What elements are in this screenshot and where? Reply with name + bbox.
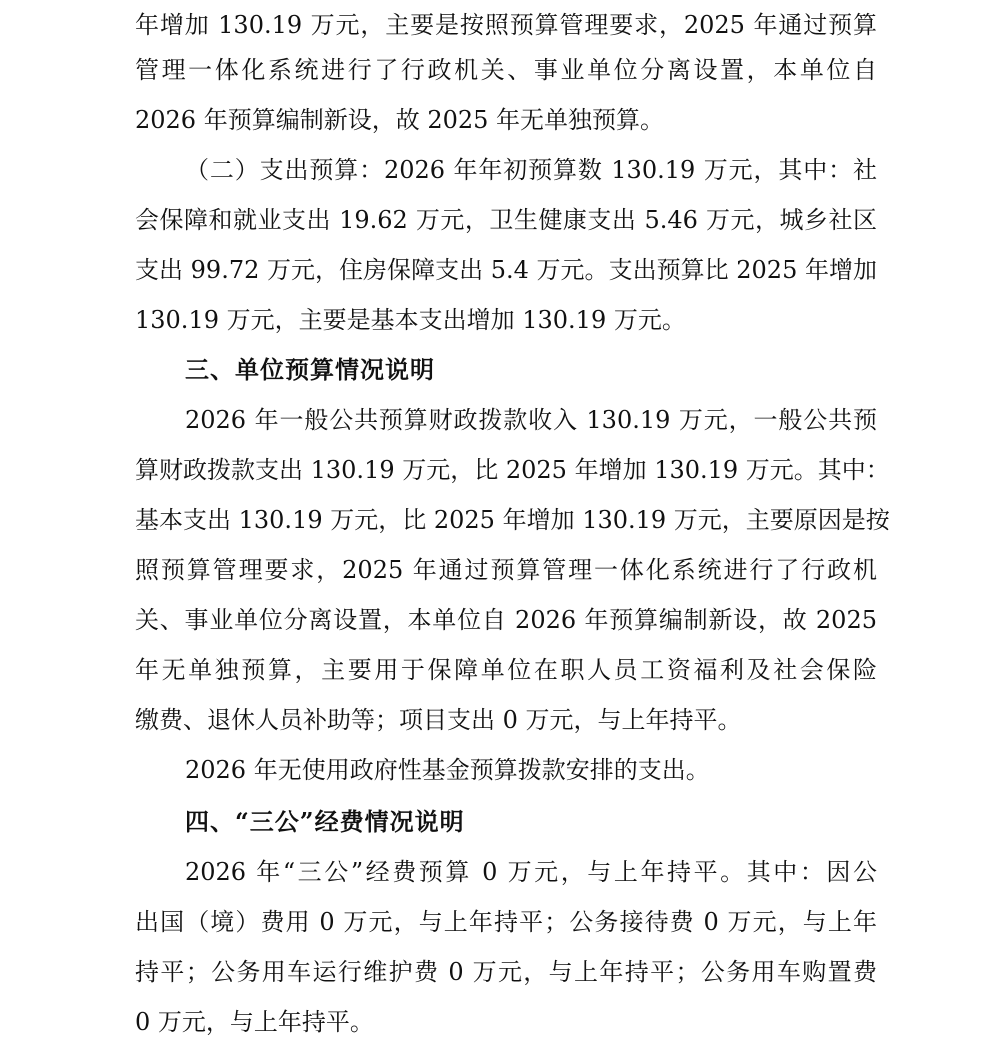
body-text-line: 2026 年“三公”经费预算 0 万元，与上年持平。其中：因公 bbox=[185, 858, 877, 886]
body-text-line: 关、事业单位分离设置，本单位自 2026 年预算编制新设，故 2025 bbox=[135, 606, 877, 634]
section-heading: 三、单位预算情况说明 bbox=[185, 355, 435, 384]
body-text-line: 出国（境）费用 0 万元，与上年持平；公务接待费 0 万元，与上年 bbox=[135, 908, 877, 936]
section-heading: 四、“三公”经费情况说明 bbox=[185, 807, 465, 836]
body-text-line: 缴费、退休人员补助等；项目支出 0 万元，与上年持平。 bbox=[135, 706, 742, 734]
section-subheading-line: （二）支出预算：2026 年年初预算数 130.19 万元，其中：社 bbox=[185, 156, 877, 184]
body-text-line: 照预算管理要求，2025 年通过预算管理一体化系统进行了行政机 bbox=[135, 556, 877, 584]
body-text-line: 130.19 万元，主要是基本支出增加 130.19 万元。 bbox=[135, 306, 686, 334]
body-text-line: 2026 年无使用政府性基金预算拨款安排的支出。 bbox=[185, 756, 710, 784]
body-text-line: 支出 99.72 万元，住房保障支出 5.4 万元。支出预算比 2025 年增加 bbox=[135, 256, 877, 284]
body-text-line: 2026 年一般公共预算财政拨款收入 130.19 万元，一般公共预 bbox=[185, 406, 877, 434]
body-text-line: 算财政拨款支出 130.19 万元，比 2025 年增加 130.19 万元。其中： bbox=[135, 456, 890, 484]
body-text-line: 年增加 130.19 万元，主要是按照预算管理要求，2025 年通过预算 bbox=[135, 11, 877, 39]
body-text-line: 管理一体化系统进行了行政机关、事业单位分离设置，本单位自 bbox=[135, 56, 877, 84]
body-text-line: 持平；公务用车运行维护费 0 万元，与上年持平；公务用车购置费 bbox=[135, 958, 877, 986]
body-text-line: 2026 年预算编制新设，故 2025 年无单独预算。 bbox=[135, 106, 665, 134]
body-text-line: 年无单独预算，主要用于保障单位在职人员工资福利及社会保险 bbox=[135, 656, 877, 684]
body-text-line: 0 万元，与上年持平。 bbox=[135, 1008, 374, 1036]
body-text-line: 基本支出 130.19 万元，比 2025 年增加 130.19 万元，主要原因是按 bbox=[135, 506, 890, 534]
body-text-line: 会保障和就业支出 19.62 万元，卫生健康支出 5.46 万元，城乡社区 bbox=[135, 206, 877, 234]
